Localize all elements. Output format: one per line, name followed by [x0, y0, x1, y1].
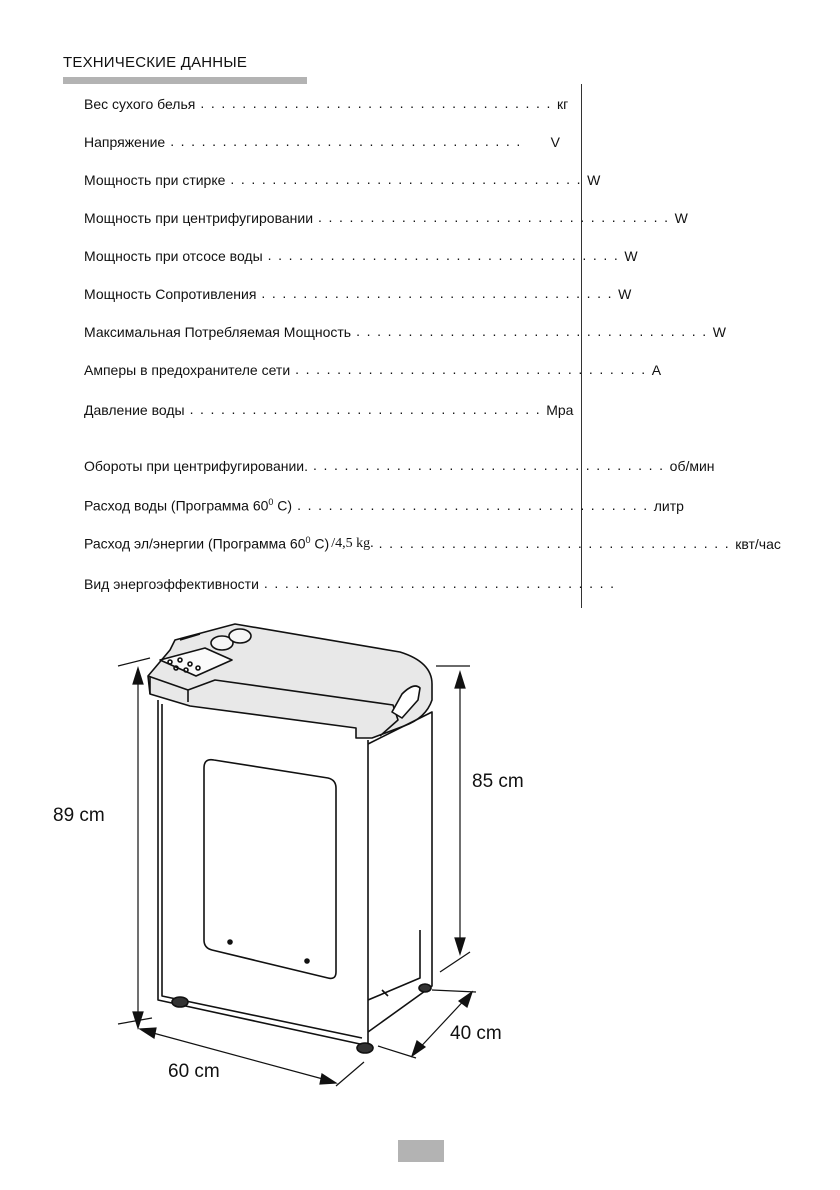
- spec-row-energy-consumption: Расход эл/энергии (Программа $60^0$ C) /4,5 kg. .................................. квт/час: [84, 535, 781, 552]
- spec-row-spin-power: Мощность при центрифугировании .................................. W: [84, 209, 688, 226]
- dimension-depth: 40 cm: [450, 1023, 502, 1044]
- spec-row-energy-class: Вид энергоэффективности ..................................: [84, 575, 621, 592]
- wheel-front-left: [172, 997, 188, 1007]
- spec-row-spin-speed: Обороты при центрифугировании. .................................. об/мин: [84, 457, 715, 474]
- spec-row-heater-power: Мощность Сопротивления .................................. W: [84, 285, 632, 302]
- spec-row-pump-power: Мощность при отсосе воды .................................. W: [84, 247, 638, 264]
- page-title: ТЕХНИЧЕСКИЕ ДАННЫЕ: [63, 54, 248, 71]
- spec-row-voltage: Напряжение .................................. V: [84, 133, 560, 150]
- page-number-tab: [398, 1140, 444, 1162]
- dimension-height-body: 85 cm: [472, 771, 524, 792]
- spec-row-water-consumption: Расход воды (Программа $60^0$ C) .................................. литр: [84, 497, 684, 514]
- spec-row-dry-weight: Вес сухого белья .................................. кг: [84, 95, 569, 112]
- timer-knob: [229, 629, 251, 643]
- spec-row-fuse-amps: Амперы в предохранителе сети .................................. A: [84, 361, 662, 378]
- dimension-height-total: 89 cm: [53, 805, 105, 826]
- dimension-width: 60 cm: [168, 1061, 220, 1082]
- machine-lid: [148, 624, 432, 738]
- spec-row-wash-power: Мощность при стирке .................................. W: [84, 171, 601, 188]
- front-door: [204, 760, 336, 979]
- spec-row-max-power: Максимальная Потребляемая Мощность .................................. W: [84, 323, 726, 340]
- wheel-front-right: [357, 1043, 373, 1053]
- wheel-rear-right: [419, 984, 431, 992]
- spec-row-water-pressure: Давление воды .................................. Mpa: [84, 401, 574, 418]
